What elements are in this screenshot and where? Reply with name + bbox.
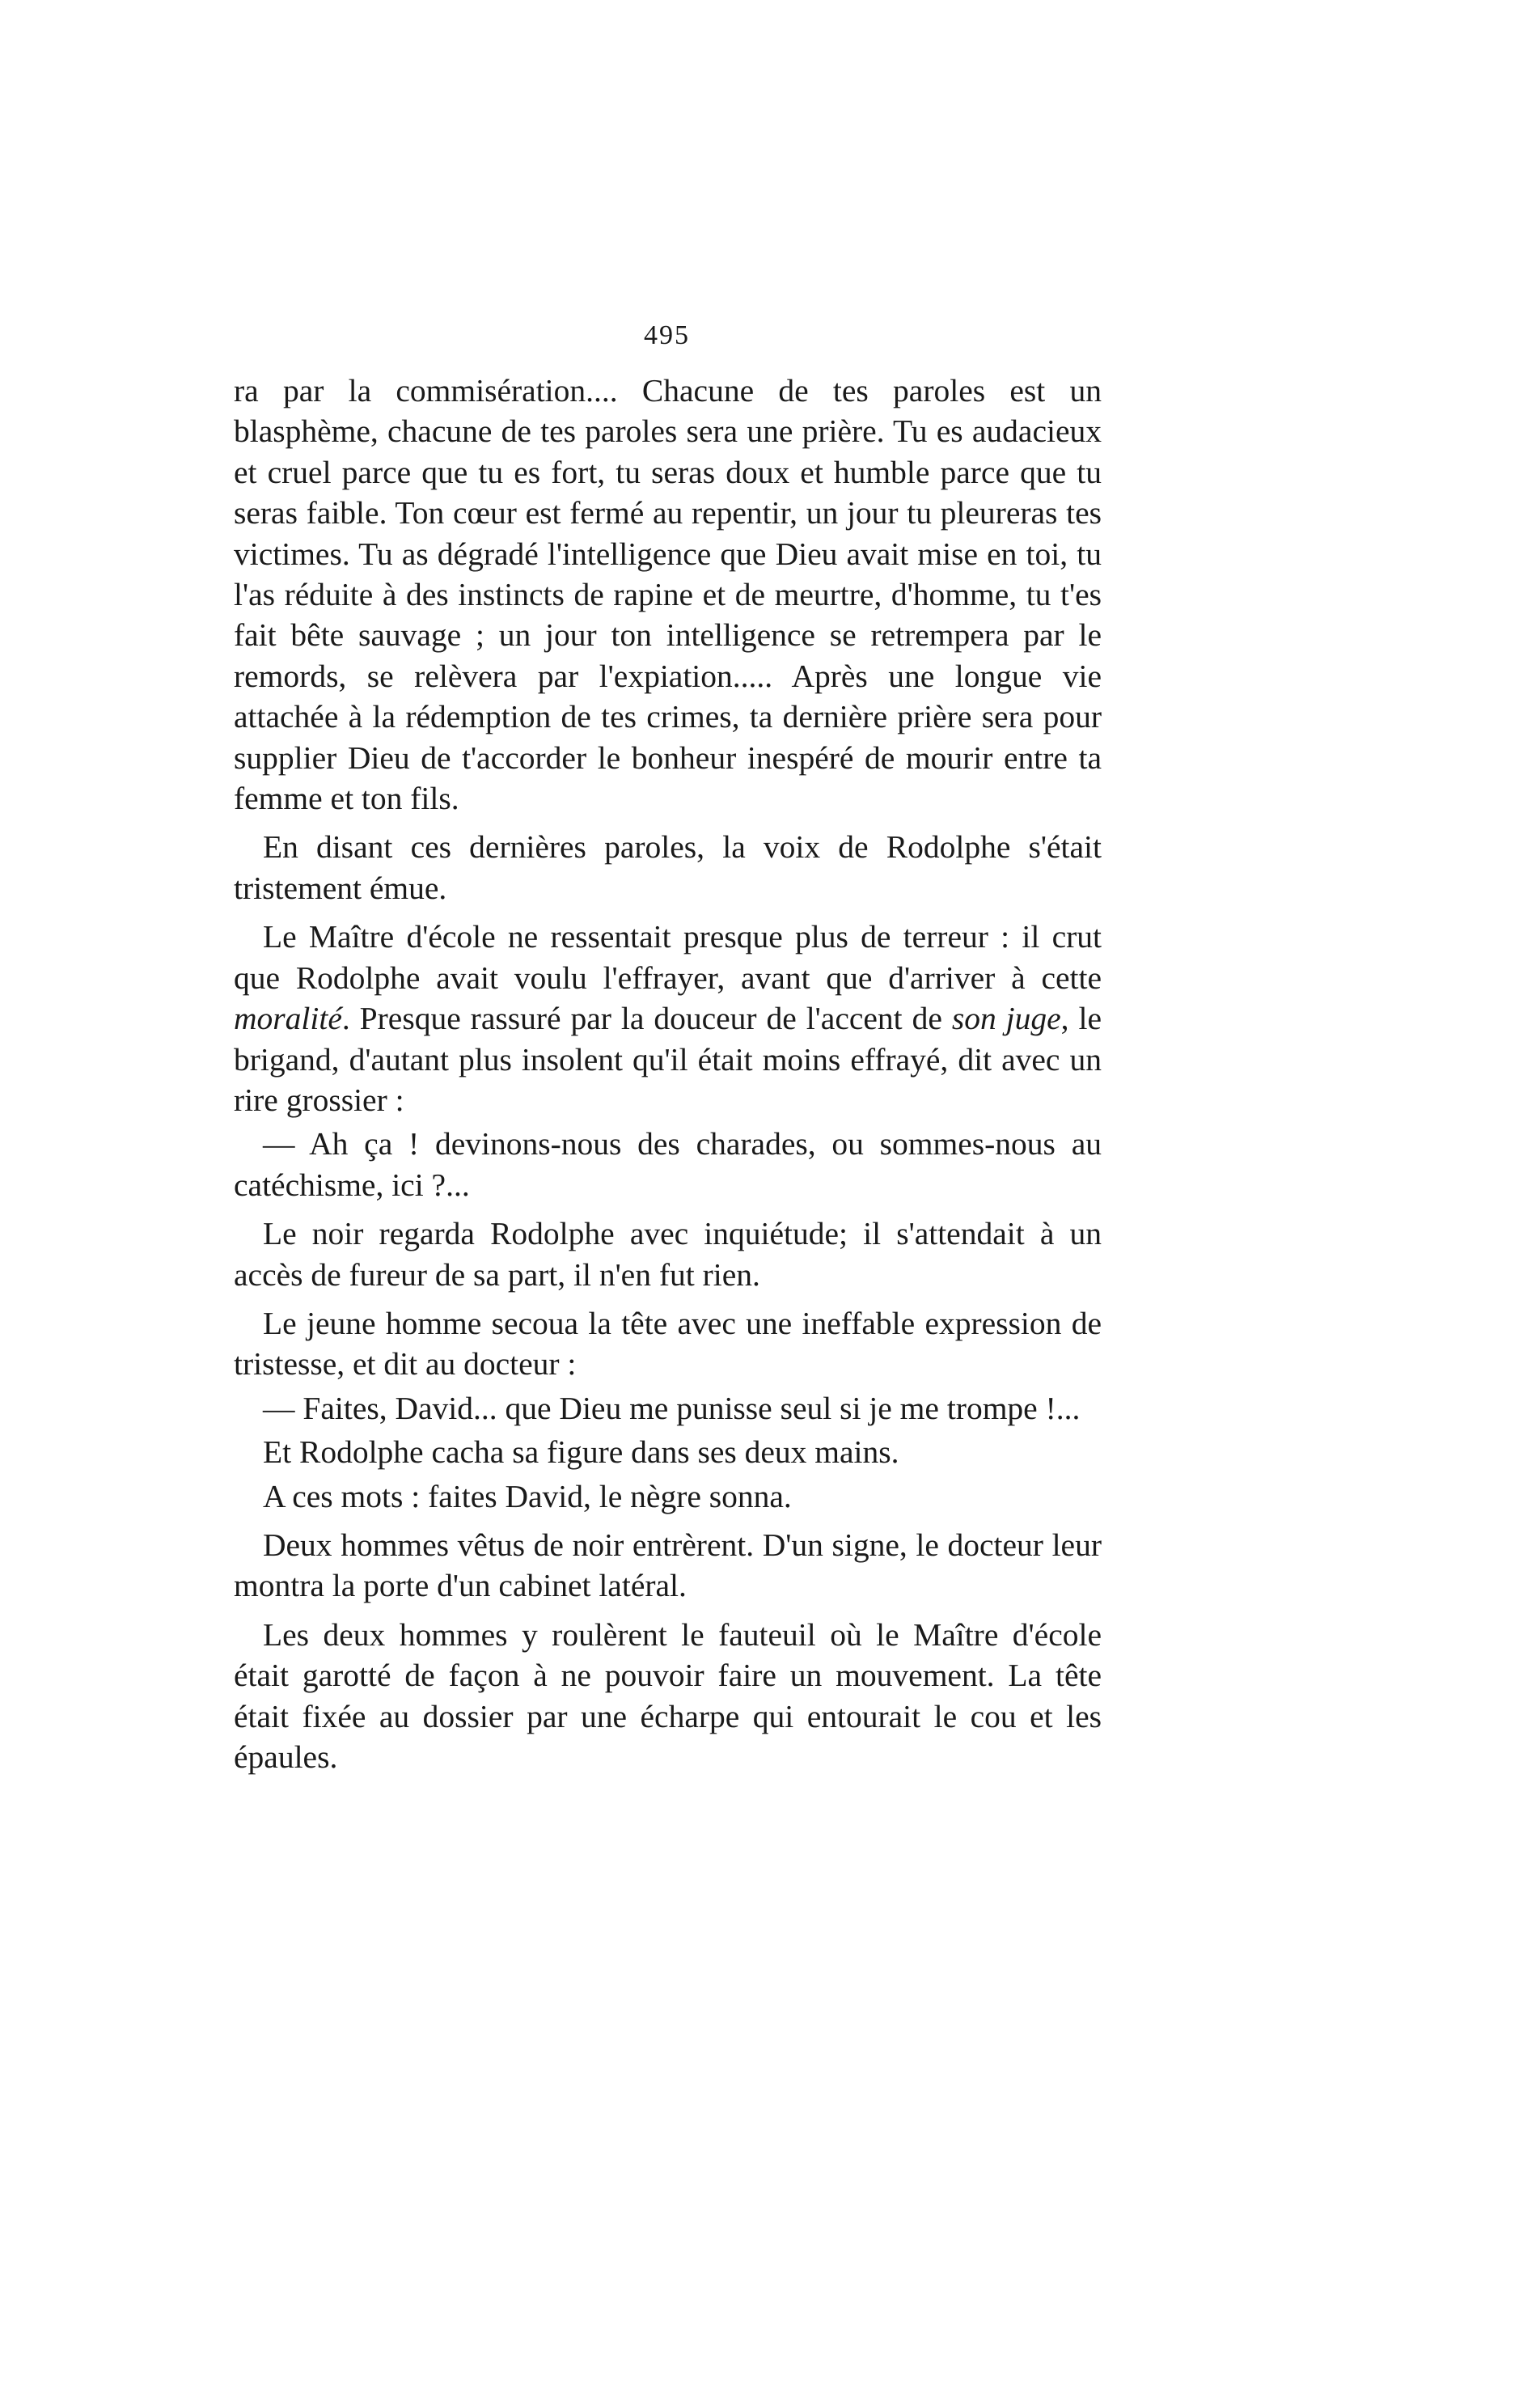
paragraph-part-italic: son juge xyxy=(951,1001,1061,1037)
paragraph-part: Le Maître d'école ne ressentait presque plus de terreur : il crut que Rodolphe avait voulu l'effrayer, avant que d'arriver à cette xyxy=(234,919,1102,996)
paragraph xyxy=(234,1476,1102,1517)
paragraph: Les deux hommes y roulèrent le fauteuil où le Maître d'école était garotté de façon à ne pouvoir faire un mouvement. La tête était fixée au dossier par une écharpe qui entourait le cou et les épaules. xyxy=(234,1616,1102,1775)
paragraph-part: , le nègre sonna. xyxy=(583,1478,792,1514)
paragraph-part: . Presque rassuré par la douceur de l'accent de xyxy=(341,1001,952,1037)
paragraph-part-italic: moralité xyxy=(234,1001,342,1037)
paragraph: En disant ces dernières paroles, la voix de Rodolphe s'était tristement émue. xyxy=(234,829,1102,906)
paragraph: Deux hommes vêtus de noir entrèrent. D'un signe, le docteur leur montra la porte d'un cabinet latéral. xyxy=(234,1527,1102,1604)
paragraph: — Faites, David... que Dieu me punisse seul si je me trompe !... xyxy=(263,1390,1081,1426)
paragraph: — Ah ça ! devinons-nous des charades, ou sommes-nous au catéchisme, ici ?... xyxy=(234,1126,1102,1203)
paragraph-part: A ces mots : xyxy=(263,1478,429,1514)
paragraph: Le jeune homme secoua la tête avec une ineffable expression de tristesse, et dit au docteur : xyxy=(234,1305,1102,1383)
paragraph xyxy=(234,917,1102,1120)
paragraph-part: , le brigand, d'autant plus insolent qu'il était moins effrayé, dit avec un rire grossier : xyxy=(234,1001,1102,1118)
paragraph-part: faites David xyxy=(428,1478,584,1514)
body-text xyxy=(234,371,1102,1777)
page-number-text: 495 xyxy=(644,320,690,350)
paragraph: Et Rodolphe cacha sa figure dans ses deux mains. xyxy=(263,1434,899,1471)
paragraph: ra par la commisération.... Chacune de tes paroles est un blasphème, chacune de tes paroles sera une prière. Tu es audacieux et cruel parce que tu es fort, tu seras doux et humble parce que tu seras faible. Ton cœur est fermé au repentir, un jour tu pleureras tes victimes. Tu as dégradé l'intelligence que Dieu avait mise en toi, tu l'as réduite à des instincts de rapine et de meurtre, d'homme, tu t'es fait bête sauvage ; un jour ton intelligence se retrempera par le remords, se relèvera par l'expiation..... Après une longue vie attachée à la rédemption de tes crimes, ta dernière prière sera pour supplier Dieu de t'accorder le bonheur inespéré de mourir entre ta femme et ton fils. xyxy=(234,373,1102,817)
paragraph: Le noir regarda Rodolphe avec inquiétude; il s'attendait à un accès de fureur de sa part, il n'en fut rien. xyxy=(234,1216,1102,1293)
